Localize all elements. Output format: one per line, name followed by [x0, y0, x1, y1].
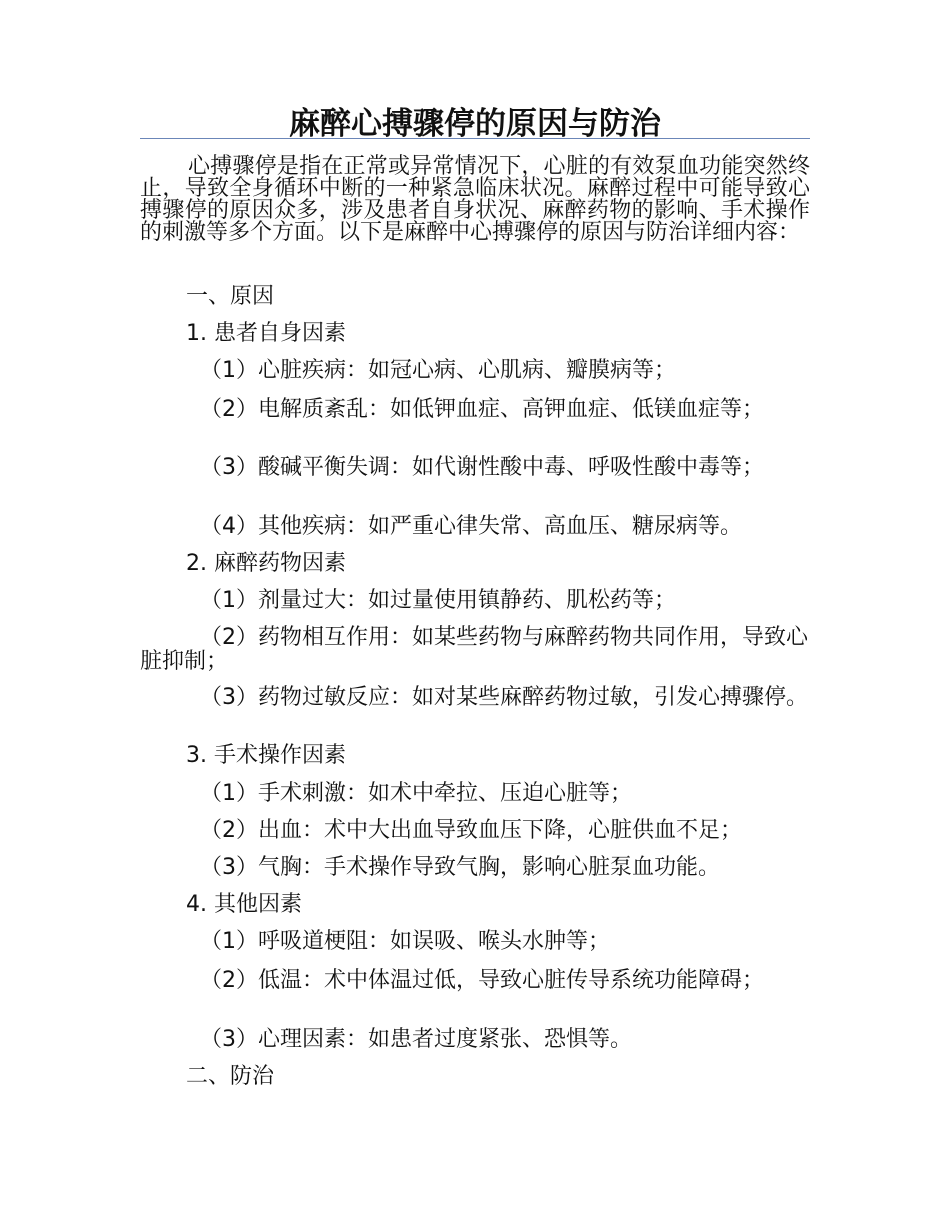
section-heading-prevention: 二、防治 — [186, 1064, 275, 1089]
list-item: （2）低温：术中体温过低，导致心脏传导系统功能障碍； — [200, 968, 764, 993]
list-item: （2）出血：术中大出血导致血压下降，心脏供血不足； — [200, 818, 742, 843]
subsection-heading-surgery: 3. 手术操作因素 — [186, 743, 346, 768]
list-item: （3）气胸：手术操作导致气胸，影响心脏泵血功能。 — [200, 855, 720, 880]
intro-paragraph: 心搏骤停是指在正常或异常情况下，心脏的有效泵血功能突然终止，导致全身循环中断的一种紧急临床状况。麻醉过程中可能导致心搏骤停的原因众多，涉及患者自身状况、麻醉药物的影响、手术操作的刺激等多个方面。以下是麻醉中心搏骤停的原因与防治详细内容： — [140, 154, 810, 245]
list-item: （3）酸碱平衡失调：如代谢性酸中毒、呼吸性酸中毒等； — [200, 455, 764, 480]
subsection-heading-patient: 1. 患者自身因素 — [186, 321, 346, 346]
section-heading-causes: 一、原因 — [186, 284, 275, 309]
list-item: （3）心理因素：如患者过度紧张、恐惧等。 — [200, 1027, 632, 1052]
list-item: （4）其他疾病：如严重心律失常、高血压、糖尿病等。 — [200, 514, 742, 539]
list-item: （3）药物过敏反应：如对某些麻醉药物过敏，引发心搏骤停。 — [200, 685, 808, 710]
list-item: （1）剂量过大：如过量使用镇静药、肌松药等； — [200, 588, 676, 613]
subsection-heading-drugs: 2. 麻醉药物因素 — [186, 551, 346, 576]
title-underline — [140, 138, 810, 139]
list-item: （2）电解质紊乱：如低钾血症、高钾血症、低镁血症等； — [200, 397, 764, 422]
list-item: （1）心脏疾病：如冠心病、心肌病、瓣膜病等； — [200, 358, 676, 383]
list-item: （2）药物相互作用：如某些药物与麻醉药物共同作用，导致心脏抑制； — [140, 625, 808, 674]
list-item: （1）呼吸道梗阻：如误吸、喉头水肿等； — [200, 929, 610, 954]
document-title: 麻醉心搏骤停的原因与防治 — [289, 106, 661, 142]
subsection-heading-other: 4. 其他因素 — [186, 892, 302, 917]
list-item: （1）手术刺激：如术中牵拉、压迫心脏等； — [200, 781, 632, 806]
